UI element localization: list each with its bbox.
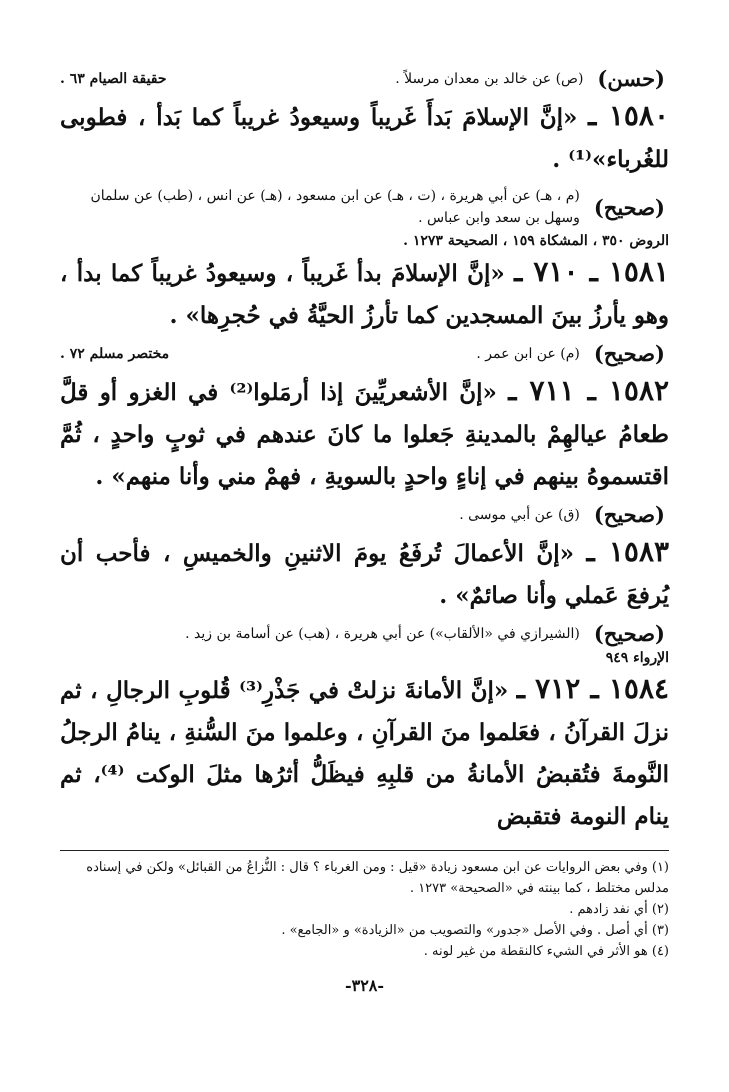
reference-citation: الإرواء ٩٤٩	[605, 650, 669, 666]
grade-label: (صحيح)	[593, 194, 665, 220]
hadith-1580	[60, 95, 669, 181]
source-citation: (ص) عن خالد بن معدان مرسلاً .	[395, 70, 584, 87]
source-citation: (الشيرازي في «الألقاب») عن أبي هريرة ، (هب) عن أسامة بن زيد .	[185, 625, 580, 642]
source-citation: (م) عن ابن عمر .	[476, 345, 580, 362]
hadith-number: ١٥٨١ ـ ٧١٠ ـ	[514, 255, 669, 288]
hadith-text: «إنَّ الإسلامَ بدأ غَريباً ، وسيعودُ غريباً كما بدأ ، وهو يأرزُ بينَ المسجدين كما تأرزُ الحيَّةُ في حُجرِها» .	[60, 260, 669, 329]
hadith-number: ١٥٨٤ ـ ٧١٢ ـ	[516, 672, 670, 705]
hadith-text: «إنَّ الإسلامَ بَدأَ غَريباً وسيعودُ غريباً كما بَدأ ، فطوبى للغُرباء»⁽¹⁾ .	[60, 104, 669, 173]
hadith-number: ١٥٨٣ ـ	[586, 535, 670, 568]
hadith-text: «إنَّ الأشعريِّينَ إذا أرمَلوا⁽²⁾ في الغزو أو قلَّ طعامُ عيالهِمْ بالمدينةِ جَعلوا ما كانَ عندهم في ثوبٍ واحدٍ ، ثُمَّ اقتسموهُ بينهم في إناءٍ واحدٍ بالسويةِ ، فهمْ مني وأنا منهم» .	[60, 379, 669, 490]
hadith-text: «إنَّ الأعمالَ تُرفَعُ يومَ الاثنينِ والخميسِ ، فأحب أن يُرفعَ عَملي وأنا صائمٌ» .	[60, 540, 669, 609]
footnote-divider	[60, 850, 669, 851]
grade-label: (صحيح)	[593, 502, 665, 527]
grade-label: (حسن)	[597, 66, 665, 91]
hadith-1581	[60, 251, 669, 337]
grade-label: (صحيح)	[593, 621, 665, 646]
hadith-text: «إنَّ الأمانةَ نزلتْ في جَذْرِ⁽³⁾ قُلوبِ الرجالِ ، ثم نزلَ القرآنُ ، فعَلموا منَ القرآنِ ، وعلموا منَ السُّنةِ ، ينامُ الرجلُ النَّومةَ فتُقبضُ الأمانةُ من قلبِهِ فيظَلُّ أثرُها مثلَ الوكت ⁽⁴⁾، ثم ينام النومة فتقبض	[60, 677, 669, 830]
entry-3-grading	[60, 502, 669, 527]
page-number: -٣٢٨-	[344, 976, 385, 995]
reference-citation: الروض ٣٥٠ ، المشكاة ١٥٩ ، الصحيحة ١٢٧٣ .	[403, 233, 669, 249]
footnote-4: (٤) هو الأثر في الشيء كالنقطة من غير لونه .	[423, 944, 669, 959]
source-citation: (م ، هـ) عن أبي هريرة ، (ت ، هـ) عن ابن مسعود ، (هـ) عن انس ، (طب) عن سلمان وسهل بن سعد وابن عباس .	[90, 188, 580, 226]
hadith-number: ١٥٨٠ ـ	[588, 99, 669, 132]
hadith-1583	[60, 531, 669, 617]
entry-2-grading	[60, 341, 669, 366]
hadith-1584	[60, 668, 669, 838]
footnote-2: (٢) أي نفد زادهم .	[569, 902, 669, 917]
reference-citation: حقيقة الصيام ٦٣ .	[60, 70, 167, 87]
reference-citation: مختصر مسلم ٧٢ .	[60, 345, 170, 362]
source-citation: (ق) عن أبي موسى .	[459, 506, 580, 523]
hadith-1582	[60, 370, 669, 498]
grade-label: (صحيح)	[593, 341, 665, 366]
entry-4-grading	[60, 621, 669, 646]
footnote-3: (٣) أي أصل . وفي الأصل «جدور» والتصويب من «الزيادة» و «الجامع» .	[281, 923, 669, 938]
hadith-number: ١٥٨٢ ـ ٧١١ ـ	[508, 374, 670, 407]
entry-0-grading	[60, 66, 669, 91]
entry-1-grading	[60, 185, 669, 229]
footnote-1: (١) وفي بعض الروايات عن ابن مسعود زيادة «قيل : ومن الغرباء ؟ قال : النُّزاعُ من القبائل» ولكن في إسناده مدلس مختلط ، كما بينته في «الصحيحة» ١٢٧٣ .	[86, 860, 669, 896]
